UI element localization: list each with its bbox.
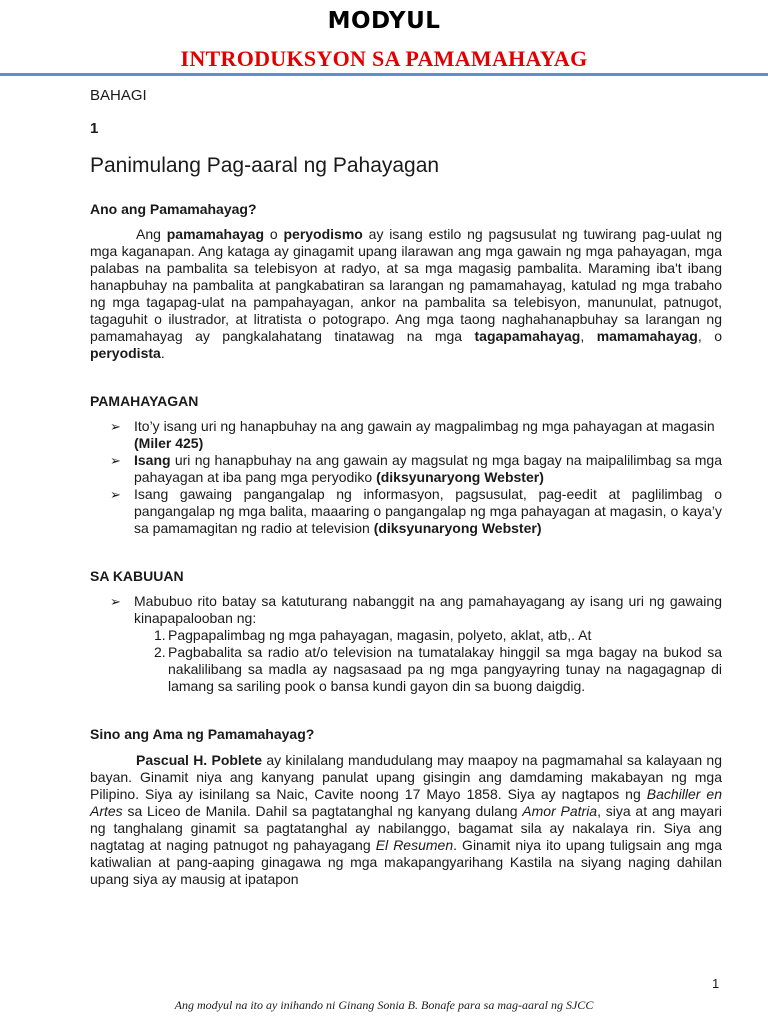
text-run: ay kinilalang mandudulang may maapoy na pagmamahal sa kalayaan ng bayan. Ginamit niya ang kanyang panulat upang gisingin ang damdaming makabayan ng mga Pilipino. Siya ay isinilang sa Naic, Cavite noong 17 Mayo 1858. Siya ay nagtapos ng: [90, 752, 722, 802]
person-name: Pascual H. Poblete: [136, 752, 263, 768]
arrow-bullet-icon: ➢: [110, 594, 121, 609]
item-number: 1.: [154, 627, 166, 643]
list-item-text: Ito’y isang uri ng hanapbuhay na ang gawain ay magpalimbag ng mga pahayagan at magasin: [134, 418, 715, 434]
degree-title: Bachiller en Artes: [90, 786, 722, 819]
document-body: [90, 84, 722, 888]
arrow-bullet-icon: ➢: [110, 487, 121, 502]
arrow-bullet-icon: ➢: [110, 419, 121, 434]
text-run: .: [160, 345, 165, 361]
list-item-text: uri ng hanapbuhay na ang gawain ay magsulat ng mga bagay na maipalilimbag sa mga pahayagan at iba pang mga peryodiko: [134, 452, 722, 485]
footer-note: Ang modyul na ito ay inihando ni Ginang Sonia B. Bonafe para sa mag-aaral ng SJCC: [174, 998, 594, 1012]
item-number: 2.: [154, 644, 166, 660]
part-label: BAHAGI: [90, 87, 147, 104]
newspaper-title: El Resumen: [375, 837, 454, 853]
text-run: o: [264, 226, 284, 242]
pamamahayag-paragraph: [90, 226, 722, 362]
numbered-item: [90, 627, 722, 644]
header-rule: [0, 73, 768, 76]
list-item-source: (Miler 425): [134, 435, 204, 451]
text-run: ,: [580, 328, 597, 344]
text-run: ay isang estilo ng pagsusulat ng tuwirang pag-uulat ng mga kaganapan. Ang kataga ay ginagamit upang ilarawan ang mga gawain ng mga pahayagan, mga palabas na pambalita sa telebisyon at radyo, at sa mga magasig pambalita. Maraming iba't ibang hanapbuhay na pambalita at pangkabatiran sa larangan ng pamamahayag, katulad ng mga trabaho ng mga tagapag-ulat na pampahayagan, ankor na pambalita sa telebisyon, manunulat, patnugot, tagaguhit o ilustrador, at litratista o potograpo. Ang mga taong naghahanapbuhay sa larangan ng pamamahayag ay pangkalahatang tinatawag na mga: [90, 226, 722, 344]
term-peryodismo: peryodismo: [283, 226, 363, 242]
term-mamamahayag: mamamahayag: [596, 328, 698, 344]
text-run: sa Liceo de Manila. Dahil sa pagtatanghal ng kanyang dulang: [122, 803, 523, 819]
section-heading-ama: Sino ang Ama ng Pamamahayag?: [90, 726, 315, 742]
list-item: [90, 452, 722, 486]
module-subtitle: INTRODUKSYON SA PAMAMAHAYAG: [180, 46, 588, 71]
list-item-source: (diksyunaryong Webster): [376, 469, 544, 485]
poblete-paragraph: [90, 752, 722, 888]
text-run: , o: [697, 328, 722, 344]
play-title: Amor Patria: [522, 803, 598, 819]
numbered-item-text: Pagbabalita sa radio at/o television na tumatalakay hinggil sa mga bagay na bukod sa nakalilibang sa madla ay nagsasaad pa ng mga pangyayring tunay na nagagagnap di lamang sa sariling pook o bansa kundi gayon din sa buong daigdig.: [168, 644, 722, 694]
list-item-text: Mabubuo rito batay sa katuturang nabanggit na ang pamahayagang ay isang uri ng gawaing kinapapalooban ng:: [134, 593, 722, 626]
list-item-source: (diksyunaryong Webster): [373, 520, 542, 536]
term-peryodista: peryodista: [90, 345, 161, 361]
list-item: [90, 418, 722, 452]
numbered-item-text: Pagpapalimbag ng mga pahayagan, magasin, polyeto, aklat, atb,. At: [168, 627, 592, 643]
text-run: , siya at ang mayari ng tanghalang ginamit sa pagtatanghal ay nabilanggo, bagamat sila ay nakalaya rin. Siya ang nagtatag at naging patnugot ng pahayagang: [90, 803, 722, 853]
numbered-item: [90, 644, 722, 695]
arrow-bullet-icon: ➢: [110, 453, 121, 468]
module-label: MODYUL: [327, 8, 441, 34]
page-number: 1: [712, 976, 720, 991]
chapter-title: Panimulang Pag-aaral ng Pahayagan: [90, 154, 440, 177]
section-heading-pamahayagan: PAMAHAYAGAN: [90, 393, 199, 409]
section-heading-pamamahayag: Ano ang Pamamahayag?: [90, 201, 257, 217]
list-item: [90, 593, 722, 627]
text-run: . Ginamit niya ito upang tuligsain ang mga katiwalian at pang-aaping ginagawa ng mga makapangyarihang Kastila na siyang naging dahilan upang siya ay mausig at ipatapon: [90, 837, 722, 887]
list-item: [90, 486, 722, 537]
list-item-text: Isang gawaing pangangalap ng informasyon, pagsusulat, pag-eedit at paglilimbag o pangangalap ng mga balita, maaaring o pangangalap ng mga pahayagan at magasin, o kaya’y sa pamamagitan ng radio at television: [134, 486, 722, 536]
part-number: 1: [90, 120, 99, 137]
section-heading-kabuuan: SA KABUUAN: [90, 568, 184, 584]
text-run: Ang: [136, 226, 167, 242]
term-tagapamahayag: tagapamahayag: [474, 328, 581, 344]
list-item-bold: Isang: [134, 452, 171, 468]
term-pamamahayag: pamamahayag: [166, 226, 265, 242]
